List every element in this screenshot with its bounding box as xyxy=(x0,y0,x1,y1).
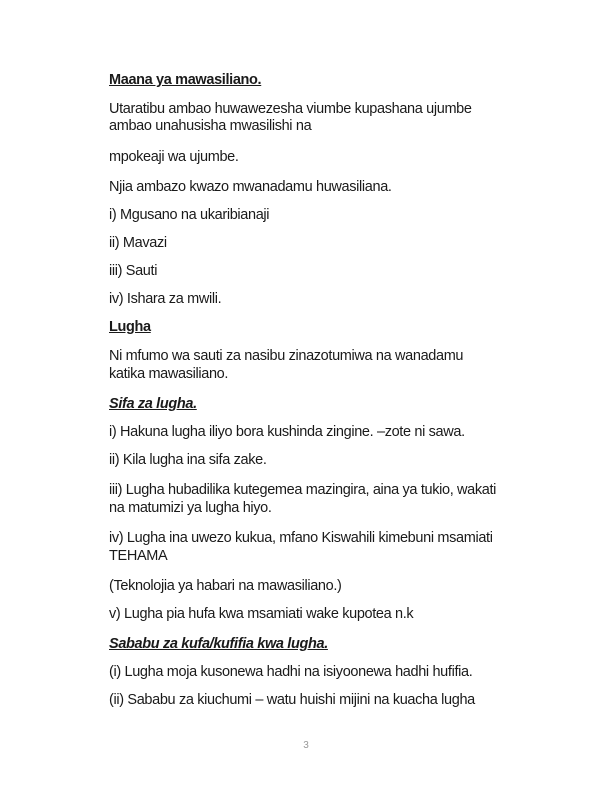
list-item: (i) Lugha moja kusonewa hadhi na isiyoonewa hadhi hufifia. xyxy=(109,664,473,680)
heading-sifa: Sifa za lugha. xyxy=(109,396,197,412)
list-item: iii) Sauti xyxy=(109,263,158,279)
list-item: iv) Lugha ina uwezo kukua, mfano Kiswahili kimebuni msamiati xyxy=(109,530,493,546)
list-item: (Teknolojia ya habari na mawasiliano.) xyxy=(109,578,342,594)
list-item: na matumizi ya lugha hiyo. xyxy=(109,500,272,516)
paragraph-line: Ni mfumo wa sauti za nasibu zinazotumiwa na wanadamu xyxy=(109,348,464,364)
list-item: i) Hakuna lugha iliyo bora kushinda zingine. –zote ni sawa. xyxy=(109,424,465,440)
paragraph-line: mpokeaji wa ujumbe. xyxy=(109,149,239,165)
list-item: iv) Ishara za mwili. xyxy=(109,291,222,307)
paragraph-line: Njia ambazo kwazo mwanadamu huwasiliana. xyxy=(109,179,392,195)
list-item: (ii) Sababu za kiuchumi – watu huishi mijini na kuacha lugha xyxy=(109,692,475,708)
paragraph-line: Utaratibu ambao huwawezesha viumbe kupashana ujumbe xyxy=(109,101,472,117)
paragraph-line: katika mawasiliano. xyxy=(109,366,229,382)
list-item: i) Mgusano na ukaribianaji xyxy=(109,207,270,223)
list-item: ii) Kila lugha ina sifa zake. xyxy=(109,452,267,468)
paragraph-line: ambao unahusisha mwasilishi na xyxy=(109,118,312,134)
page-number: 3 xyxy=(303,740,309,751)
heading-sababu: Sababu za kufa/kufifia kwa lugha. xyxy=(109,636,328,652)
list-item: TEHAMA xyxy=(109,548,168,564)
list-item: ii) Mavazi xyxy=(109,235,167,251)
list-item: iii) Lugha hubadilika kutegemea mazingira, aina ya tukio, wakati xyxy=(109,482,497,498)
heading-lugha: Lugha xyxy=(109,319,151,335)
heading-maana: Maana ya mawasiliano. xyxy=(109,72,262,88)
list-item: v) Lugha pia hufa kwa msamiati wake kupotea n.k xyxy=(109,606,414,622)
